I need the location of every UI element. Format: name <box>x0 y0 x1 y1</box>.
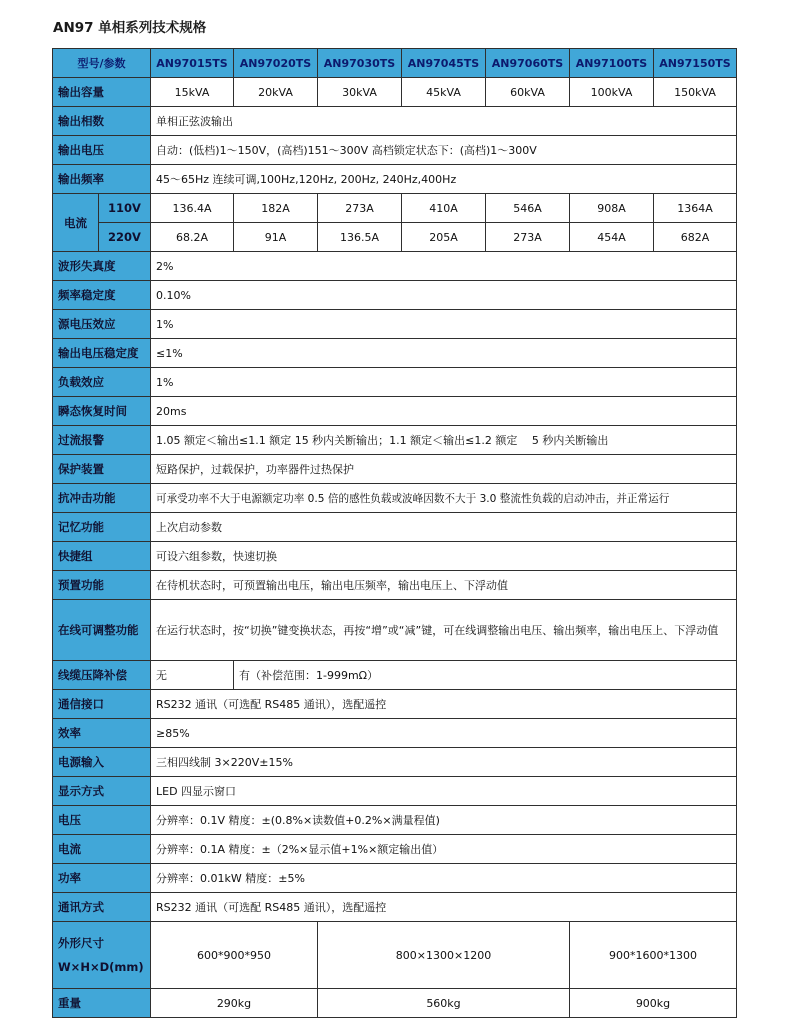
row-label: 频率稳定度 <box>53 281 151 310</box>
table-cell: 150kVA <box>654 78 737 107</box>
table-cell: 600*900*950 <box>151 922 318 989</box>
table-cell: ≤1% <box>151 339 737 368</box>
row-label: 快捷组 <box>53 542 151 571</box>
model-header: AN97030TS <box>318 49 402 78</box>
table-cell: 68.2A <box>151 223 234 252</box>
table-cell: 分辨率：0.1V 精度：±(0.8%×读数值+0.2%×满量程值) <box>151 806 737 835</box>
row-label: 显示方式 <box>53 777 151 806</box>
spec-row <box>53 719 737 748</box>
row-label: 过流报警 <box>53 426 151 455</box>
model-header: AN97045TS <box>402 49 486 78</box>
spec-row <box>53 600 737 661</box>
table-cell: 无 <box>151 661 234 690</box>
table-cell: 800×1300×1200 <box>318 922 570 989</box>
table-cell: 900*1600*1300 <box>570 922 737 989</box>
row-label: 电流 <box>53 835 151 864</box>
spec-row <box>53 806 737 835</box>
table-cell: 900kg <box>570 989 737 1018</box>
spec-row <box>53 339 737 368</box>
table-cell: 410A <box>402 194 486 223</box>
table-cell: 在待机状态时，可预置输出电压，输出电压频率，输出电压上、下浮动值 <box>151 571 737 600</box>
row-label: 通信接口 <box>53 690 151 719</box>
dimensions-row <box>53 922 737 989</box>
output-capacity-row <box>53 78 737 107</box>
table-cell: 1% <box>151 310 737 339</box>
table-cell: 100kVA <box>570 78 654 107</box>
table-cell: 自动：(低档)1～150V，(高档)151～300V 高档锁定状态下：(高档)1～300V <box>151 136 737 165</box>
spec-row <box>53 252 737 281</box>
spec-row <box>53 281 737 310</box>
row-label: 记忆功能 <box>53 513 151 542</box>
table-cell: 三相四线制 3×220V±15% <box>151 748 737 777</box>
table-cell: 20ms <box>151 397 737 426</box>
row-label: 重量 <box>53 989 151 1018</box>
row-label: 电压 <box>53 806 151 835</box>
voltage-label: 110V <box>99 194 151 223</box>
row-label: 线缆压降补偿 <box>53 661 151 690</box>
table-cell: 分辨率：0.01kW 精度：±5% <box>151 864 737 893</box>
table-cell: 1.05 额定＜输出≤1.1 额定 15 秒内关断输出；1.1 额定＜输出≤1.2 额定 5 秒内关断输出 <box>151 426 737 455</box>
output-phase-row <box>53 107 737 136</box>
table-cell: LED 四显示窗口 <box>151 777 737 806</box>
header-row <box>53 49 737 78</box>
table-cell: 560kg <box>318 989 570 1018</box>
row-label: 通讯方式 <box>53 893 151 922</box>
row-label: 输出相数 <box>53 107 151 136</box>
voltage-label: 220V <box>99 223 151 252</box>
spec-row <box>53 368 737 397</box>
model-header: AN97150TS <box>654 49 737 78</box>
row-label: 输出电压 <box>53 136 151 165</box>
row-label: 预置功能 <box>53 571 151 600</box>
spec-row <box>53 426 737 455</box>
table-cell: 可设六组参数，快速切换 <box>151 542 737 571</box>
table-cell: RS232 通讯（可选配 RS485 通讯），选配遥控 <box>151 893 737 922</box>
table-cell: RS232 通讯（可选配 RS485 通讯），选配遥控 <box>151 690 737 719</box>
row-label: 电流 <box>53 194 99 252</box>
table-cell: ≥85% <box>151 719 737 748</box>
row-label: 保护装置 <box>53 455 151 484</box>
dimensions-label-line2: W×H×D(mm) <box>58 960 144 974</box>
line-drop-row <box>53 661 737 690</box>
spec-row <box>53 864 737 893</box>
table-cell: 在运行状态时，按“切换”键变换状态，再按“增”或“减”键，可在线调整输出电压、输出频率，输出电压上、下浮动值 <box>151 600 737 661</box>
table-cell: 454A <box>570 223 654 252</box>
spec-row <box>53 484 737 513</box>
model-header: AN97100TS <box>570 49 654 78</box>
spec-row <box>53 748 737 777</box>
table-cell: 91A <box>234 223 318 252</box>
table-cell: 205A <box>402 223 486 252</box>
row-label: 抗冲击功能 <box>53 484 151 513</box>
row-label: 输出容量 <box>53 78 151 107</box>
row-label: 效率 <box>53 719 151 748</box>
table-cell: 136.4A <box>151 194 234 223</box>
row-label: 输出电压稳定度 <box>53 339 151 368</box>
row-label: 瞬态恢复时间 <box>53 397 151 426</box>
table-cell: 上次启动参数 <box>151 513 737 542</box>
table-cell: 290kg <box>151 989 318 1018</box>
table-cell: 1364A <box>654 194 737 223</box>
table-cell: 短路保护，过载保护，功率器件过热保护 <box>151 455 737 484</box>
spec-row <box>53 893 737 922</box>
table-cell: 30kVA <box>318 78 402 107</box>
table-cell: 45～65Hz 连续可调,100Hz,120Hz, 200Hz, 240Hz,400Hz <box>151 165 737 194</box>
table-cell: 45kVA <box>402 78 486 107</box>
model-header: AN97020TS <box>234 49 318 78</box>
table-cell: 182A <box>234 194 318 223</box>
table-cell: 可承受功率不大于电源额定功率 0.5 倍的感性负载或波峰因数不大于 3.0 整流性负载的启动冲击，并正常运行 <box>151 484 737 513</box>
spec-row <box>53 835 737 864</box>
current-row-220v <box>53 223 737 252</box>
spec-row <box>53 455 737 484</box>
row-label: 功率 <box>53 864 151 893</box>
row-label: 源电压效应 <box>53 310 151 339</box>
current-row-110v <box>53 194 737 223</box>
table-cell: 908A <box>570 194 654 223</box>
table-cell: 273A <box>318 194 402 223</box>
row-label: 输出频率 <box>53 165 151 194</box>
spec-row <box>53 397 737 426</box>
dimensions-label-line1: 外形尺寸 <box>58 936 104 950</box>
spec-row <box>53 310 737 339</box>
spec-row <box>53 571 737 600</box>
table-cell: 60kVA <box>486 78 570 107</box>
row-label: 电源输入 <box>53 748 151 777</box>
model-header: AN97015TS <box>151 49 234 78</box>
output-voltage-row <box>53 136 737 165</box>
table-cell: 有（补偿范围：1-999mΩ） <box>234 661 737 690</box>
table-cell: 20kVA <box>234 78 318 107</box>
table-cell: 546A <box>486 194 570 223</box>
spec-table <box>52 48 737 1018</box>
param-header: 型号/参数 <box>53 49 151 78</box>
table-cell: 15kVA <box>151 78 234 107</box>
table-cell: 0.10% <box>151 281 737 310</box>
spec-row <box>53 513 737 542</box>
row-label: 在线可调整功能 <box>53 600 151 661</box>
row-label <box>53 922 151 989</box>
spec-row <box>53 542 737 571</box>
table-cell: 682A <box>654 223 737 252</box>
model-header: AN97060TS <box>486 49 570 78</box>
table-cell: 273A <box>486 223 570 252</box>
output-frequency-row <box>53 165 737 194</box>
table-cell: 分辨率：0.1A 精度：±（2%×显示值+1%×额定输出值） <box>151 835 737 864</box>
table-cell: 136.5A <box>318 223 402 252</box>
table-cell: 1% <box>151 368 737 397</box>
row-label: 负载效应 <box>53 368 151 397</box>
spec-row <box>53 777 737 806</box>
weight-row <box>53 989 737 1018</box>
row-label: 波形失真度 <box>53 252 151 281</box>
table-cell: 2% <box>151 252 737 281</box>
page-title: AN97 单相系列技术规格 <box>53 20 207 36</box>
table-cell: 单相正弦波输出 <box>151 107 737 136</box>
spec-row <box>53 690 737 719</box>
